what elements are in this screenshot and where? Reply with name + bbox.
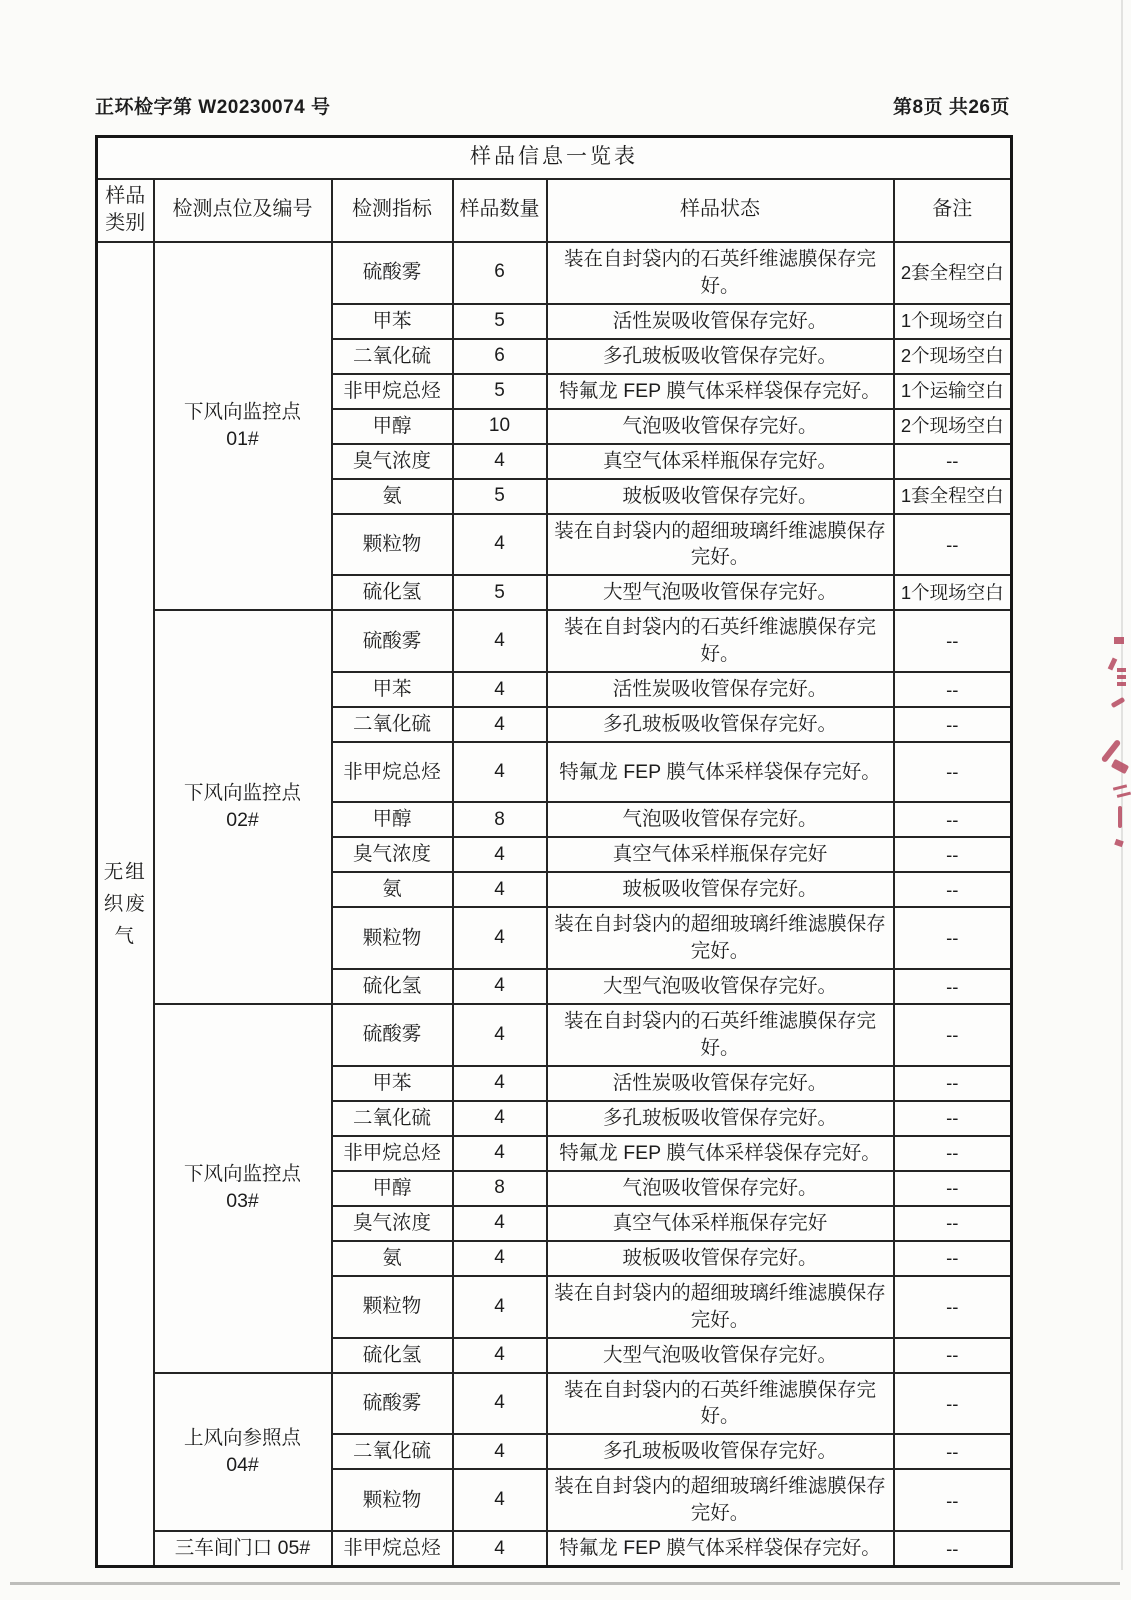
qty-cell: 4 (453, 610, 547, 672)
point-cell (154, 242, 332, 611)
indicator-cell: 甲醇 (332, 1171, 453, 1206)
qty-cell: 4 (453, 907, 547, 969)
indicator-cell: 臭气浓度 (332, 1206, 453, 1241)
remark-cell: -- (894, 707, 1012, 742)
remark-cell: -- (894, 1338, 1012, 1373)
indicator-cell: 颗粒物 (332, 1469, 453, 1531)
table-row (97, 1004, 1012, 1066)
status-cell: 装在自封袋内的超细玻璃纤维滤膜保存完好。 (547, 1469, 894, 1531)
scan-page-bottom-edge (10, 1582, 1120, 1585)
point-name: 下风向监控点 (183, 1163, 301, 1186)
qty-cell: 5 (453, 304, 547, 339)
status-cell: 多孔玻板吸收管保存完好。 (547, 1434, 894, 1469)
status-cell: 真空气体采样瓶保存完好 (547, 1206, 894, 1241)
indicator-cell: 氨 (332, 1241, 453, 1276)
indicator-cell: 甲苯 (332, 672, 453, 707)
qty-cell: 4 (453, 707, 547, 742)
remark-cell: -- (894, 1206, 1012, 1241)
indicator-cell: 硫酸雾 (332, 242, 453, 304)
qty-cell: 4 (453, 1434, 547, 1469)
indicator-cell: 二氧化硫 (332, 1434, 453, 1469)
indicator-cell: 颗粒物 (332, 907, 453, 969)
table-header-row (97, 179, 1012, 242)
point-number: 04# (226, 1453, 259, 1476)
point-name: 三车间门口 05# (174, 1537, 311, 1560)
status-cell: 装在自封袋内的石英纤维滤膜保存完好。 (547, 610, 894, 672)
indicator-cell: 硫酸雾 (332, 1004, 453, 1066)
remark-cell: -- (894, 514, 1012, 576)
status-cell: 装在自封袋内的超细玻璃纤维滤膜保存完好。 (547, 907, 894, 969)
remark-cell: -- (894, 907, 1012, 969)
indicator-cell: 甲苯 (332, 1066, 453, 1101)
qty-cell: 4 (453, 969, 547, 1004)
indicator-cell: 颗粒物 (332, 514, 453, 576)
doc-number: 正环检字第 W20230074 号 (95, 97, 331, 118)
qty-cell: 6 (453, 242, 547, 304)
remark-cell: 1套全程空白 (894, 479, 1012, 514)
qty-cell: 5 (453, 374, 547, 409)
point-cell (154, 1004, 332, 1373)
qty-cell: 4 (453, 1276, 547, 1338)
page-indicator: 第8页 共26页 (893, 97, 1010, 118)
indicator-cell: 非甲烷总烃 (332, 1136, 453, 1171)
qty-cell: 4 (453, 1373, 547, 1435)
indicator-cell: 臭气浓度 (332, 837, 453, 872)
remark-cell: -- (894, 444, 1012, 479)
qty-cell: 5 (453, 575, 547, 610)
indicator-cell: 臭气浓度 (332, 444, 453, 479)
status-cell: 特氟龙 FEP 膜气体采样袋保存完好。 (547, 1136, 894, 1171)
table-row (97, 242, 1012, 304)
status-cell: 多孔玻板吸收管保存完好。 (547, 339, 894, 374)
indicator-cell: 非甲烷总烃 (332, 1531, 453, 1566)
remark-cell: -- (894, 1469, 1012, 1531)
status-cell: 活性炭吸收管保存完好。 (547, 304, 894, 339)
document-header (95, 92, 1010, 119)
point-cell (154, 610, 332, 1004)
indicator-cell: 非甲烷总烃 (332, 374, 453, 409)
red-stamp-fragment-icon (1113, 784, 1127, 790)
column-header-indicator: 检测指标 (332, 179, 453, 242)
indicator-cell: 氨 (332, 872, 453, 907)
qty-cell: 4 (453, 1206, 547, 1241)
status-cell: 大型气泡吸收管保存完好。 (547, 1338, 894, 1373)
table-row (97, 1531, 1012, 1566)
indicator-cell: 硫化氢 (332, 969, 453, 1004)
point-number: 03# (226, 1190, 259, 1213)
qty-cell: 4 (453, 1531, 547, 1566)
qty-cell: 4 (453, 672, 547, 707)
status-cell: 特氟龙 FEP 膜气体采样袋保存完好。 (547, 742, 894, 802)
qty-cell: 4 (453, 1066, 547, 1101)
point-name: 下风向监控点 (183, 401, 301, 424)
qty-cell: 5 (453, 479, 547, 514)
red-stamp-fragment-icon (1101, 739, 1122, 763)
column-header-qty: 样品数量 (453, 179, 547, 242)
column-header-status: 样品状态 (547, 179, 894, 242)
table-row (97, 1373, 1012, 1435)
indicator-cell: 二氧化硫 (332, 1101, 453, 1136)
remark-cell: -- (894, 610, 1012, 672)
status-cell: 玻板吸收管保存完好。 (547, 1241, 894, 1276)
status-cell: 多孔玻板吸收管保存完好。 (547, 1101, 894, 1136)
category-cell (97, 242, 154, 1567)
indicator-cell: 甲醇 (332, 409, 453, 444)
status-cell: 装在自封袋内的超细玻璃纤维滤膜保存完好。 (547, 514, 894, 576)
qty-cell: 4 (453, 1469, 547, 1531)
qty-cell: 8 (453, 802, 547, 837)
point-name: 下风向监控点 (183, 782, 301, 805)
qty-cell: 4 (453, 1241, 547, 1276)
status-cell: 气泡吸收管保存完好。 (547, 409, 894, 444)
remark-cell: -- (894, 1373, 1012, 1435)
indicator-cell: 硫酸雾 (332, 1373, 453, 1435)
remark-cell: 2个现场空白 (894, 339, 1012, 374)
remark-cell: -- (894, 1241, 1012, 1276)
red-stamp-fragment-icon (1117, 668, 1126, 672)
column-header-point: 检测点位及编号 (154, 179, 332, 242)
status-cell: 活性炭吸收管保存完好。 (547, 672, 894, 707)
remark-cell: -- (894, 1276, 1012, 1338)
indicator-cell: 颗粒物 (332, 1276, 453, 1338)
column-header-category: 样品类别 (97, 179, 154, 242)
qty-cell: 4 (453, 872, 547, 907)
indicator-cell: 氨 (332, 479, 453, 514)
qty-cell: 6 (453, 339, 547, 374)
status-cell: 玻板吸收管保存完好。 (547, 479, 894, 514)
category-label: 无组织废气 (103, 860, 147, 947)
status-cell: 装在自封袋内的石英纤维滤膜保存完好。 (547, 242, 894, 304)
sample-info-table (95, 135, 1013, 1568)
red-stamp-fragment-icon (1108, 658, 1118, 671)
red-stamp-fragment-icon (1114, 637, 1124, 644)
qty-cell: 10 (453, 409, 547, 444)
indicator-cell: 二氧化硫 (332, 707, 453, 742)
indicator-cell: 甲苯 (332, 304, 453, 339)
status-cell: 玻板吸收管保存完好。 (547, 872, 894, 907)
indicator-cell: 非甲烷总烃 (332, 742, 453, 802)
status-cell: 特氟龙 FEP 膜气体采样袋保存完好。 (547, 1531, 894, 1566)
qty-cell: 4 (453, 1004, 547, 1066)
point-name: 上风向参照点 (183, 1426, 301, 1449)
remark-cell: 1个运输空白 (894, 374, 1012, 409)
remark-cell: -- (894, 837, 1012, 872)
remark-cell: -- (894, 1004, 1012, 1066)
indicator-cell: 二氧化硫 (332, 339, 453, 374)
status-cell: 大型气泡吸收管保存完好。 (547, 575, 894, 610)
indicator-cell: 硫化氢 (332, 1338, 453, 1373)
status-cell: 真空气体采样瓶保存完好。 (547, 444, 894, 479)
point-cell (154, 1373, 332, 1532)
indicator-cell: 硫酸雾 (332, 610, 453, 672)
status-cell: 真空气体采样瓶保存完好 (547, 837, 894, 872)
point-number: 02# (226, 809, 259, 832)
indicator-cell: 硫化氢 (332, 575, 453, 610)
status-cell: 多孔玻板吸收管保存完好。 (547, 707, 894, 742)
status-cell: 装在自封袋内的石英纤维滤膜保存完好。 (547, 1373, 894, 1435)
red-stamp-fragment-icon (1111, 759, 1129, 774)
status-cell: 装在自封袋内的石英纤维滤膜保存完好。 (547, 1004, 894, 1066)
indicator-cell: 甲醇 (332, 802, 453, 837)
remark-cell: -- (894, 742, 1012, 802)
status-cell: 活性炭吸收管保存完好。 (547, 1066, 894, 1101)
point-number: 01# (226, 428, 259, 450)
qty-cell: 4 (453, 514, 547, 576)
status-cell: 气泡吸收管保存完好。 (547, 1171, 894, 1206)
status-cell: 大型气泡吸收管保存完好。 (547, 969, 894, 1004)
qty-cell: 4 (453, 1101, 547, 1136)
remark-cell: -- (894, 1136, 1012, 1171)
remark-cell: 2个现场空白 (894, 409, 1012, 444)
point-cell (154, 1531, 332, 1566)
remark-cell: -- (894, 1066, 1012, 1101)
column-header-remark: 备注 (894, 179, 1012, 242)
red-stamp-fragment-icon (1111, 697, 1126, 708)
remark-cell: -- (894, 672, 1012, 707)
qty-cell: 4 (453, 742, 547, 802)
remark-cell: -- (894, 1101, 1012, 1136)
red-stamp-fragment-icon (1118, 806, 1122, 828)
table-title-row (97, 137, 1012, 179)
remark-cell: 1个现场空白 (894, 575, 1012, 610)
remark-cell: 1个现场空白 (894, 304, 1012, 339)
qty-cell: 4 (453, 1338, 547, 1373)
remark-cell: -- (894, 872, 1012, 907)
status-cell: 气泡吸收管保存完好。 (547, 802, 894, 837)
qty-cell: 4 (453, 1136, 547, 1171)
remark-cell: -- (894, 969, 1012, 1004)
remark-cell: -- (894, 802, 1012, 837)
table-row (97, 610, 1012, 672)
table-title: 样品信息一览表 (97, 137, 1012, 179)
status-cell: 装在自封袋内的超细玻璃纤维滤膜保存完好。 (547, 1276, 894, 1338)
qty-cell: 4 (453, 444, 547, 479)
remark-cell: -- (894, 1531, 1012, 1566)
remark-cell: -- (894, 1171, 1012, 1206)
remark-cell: 2套全程空白 (894, 242, 1012, 304)
qty-cell: 8 (453, 1171, 547, 1206)
qty-cell: 4 (453, 837, 547, 872)
status-cell: 特氟龙 FEP 膜气体采样袋保存完好。 (547, 374, 894, 409)
remark-cell: -- (894, 1434, 1012, 1469)
